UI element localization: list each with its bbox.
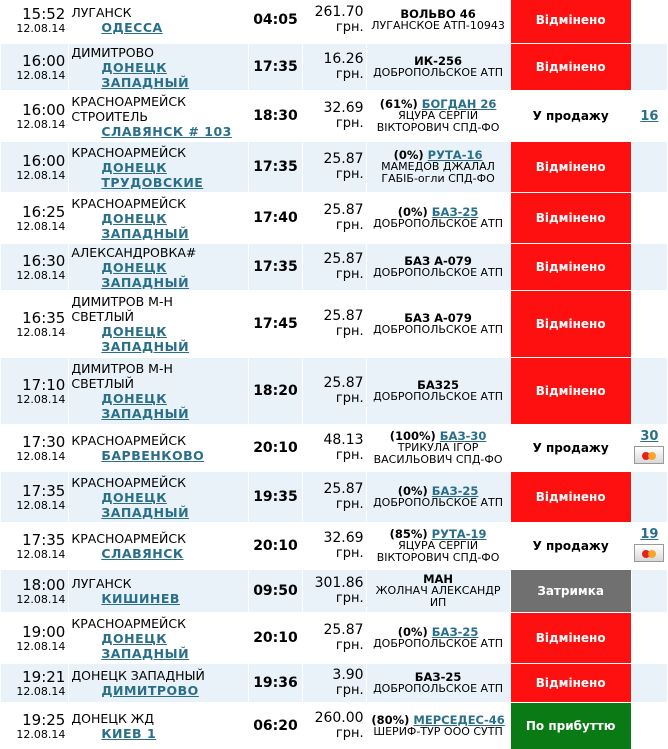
bus-model-link[interactable]: БАЗ-25 [431,625,479,639]
route-stops: КРАСНОАРМЕЙСК [71,615,186,631]
price-value: 16.26 [323,51,364,67]
bus-model-link[interactable]: РУТА-19 [431,527,487,541]
route-stops: ДИМИТРОВО [71,44,155,60]
status-badge: У продажу [511,425,631,471]
destination-link[interactable]: ОДЕССА [101,20,163,35]
price-value: 25.87 [323,251,364,267]
route-cell [69,613,247,663]
price-currency: грн. [335,448,364,463]
trip-row [1,570,667,612]
departure-date: 12.08.14 [16,117,66,131]
price-cell [303,91,365,141]
carrier-cell [367,193,510,243]
arrival-time: 17:35 [249,244,303,290]
arrival-time: 19:36 [249,664,303,702]
carrier-cell [367,703,510,749]
arrival-time: 20:10 [249,613,303,663]
carrier-name: ДОБРОПОЛЬСКОЕ АТП [373,682,504,695]
status-badge: Відмінено [511,244,631,290]
seats-cell [632,244,667,290]
departure-date: 12.08.14 [16,498,66,512]
status-badge: По прибуттю [511,703,631,749]
arrival-time: 18:30 [249,91,303,141]
destination-link[interactable]: БАРВЕНКОВО [101,448,205,463]
trip-row [1,244,667,290]
departure-cell [1,91,68,141]
status-badge: Відмінено [511,44,631,90]
departure-date: 12.08.14 [16,449,66,463]
route-stops: КРАСНОАРМЕЙСК [71,144,186,160]
destination-link[interactable]: ДОНЕЦК ЗАПАДНЫЙ [101,630,190,661]
price-currency: грн. [335,116,364,131]
departure-time: 19:00 [22,622,66,641]
route-stops: ДОНЕЦК ЖД [71,711,155,726]
departure-time: 18:00 [22,575,66,594]
trip-row [1,193,667,243]
departure-cell [1,570,68,612]
trip-row [1,425,667,471]
card-payment-icon[interactable] [634,446,664,464]
destination-link[interactable]: ДОНЕЦК ЗАПАДНЫЙ [101,259,190,290]
seats-cell [632,703,667,749]
status-badge: Відмінено [511,613,631,663]
route-stops: КРАСНОАРМЕЙСК [71,195,186,211]
route-cell [69,358,247,424]
route-stops: ДИМИТРОВ М-Н СВЕТЛЫЙ [71,294,173,324]
seats-cell [632,523,667,569]
price-currency: грн. [335,167,364,182]
carrier-name: ШЕРИФ-ТУР ООО СУТП [373,725,503,738]
arrival-time: 17:40 [249,193,303,243]
route-stops: КРАСНОАРМЕЙСК [71,474,186,490]
status-badge: Відмінено [511,193,631,243]
seats-cell [632,613,667,663]
bus-model: ИК-256 [414,54,462,68]
departure-cell [1,193,68,243]
arrival-time: 19:35 [249,472,303,522]
price-value: 301.86 [314,575,364,591]
trip-row [1,664,667,702]
route-cell [69,291,247,357]
destination-link[interactable]: ДОНЕЦК ЗАПАДНЫЙ [101,489,190,520]
departure-time: 16:25 [22,202,66,221]
price-currency: грн. [335,391,364,406]
trip-row [1,0,667,43]
arrival-time: 04:05 [249,0,303,43]
price-currency: грн. [335,20,364,35]
carrier-cell [367,613,510,663]
price-cell [303,244,365,290]
occupancy-percent: (80%) [371,713,410,727]
destination-link[interactable]: КИШИНЕВ [101,591,180,606]
occupancy-percent: (100%) [389,429,436,443]
trip-row [1,142,667,192]
route-cell [69,703,247,749]
departure-cell [1,291,68,357]
route-cell [69,425,247,471]
trip-row [1,291,667,357]
departure-date: 12.08.14 [16,547,66,561]
departure-cell [1,703,68,749]
bus-model-link[interactable]: БАЗ-30 [439,429,487,443]
seats-cell [632,358,667,424]
departure-date: 12.08.14 [16,219,66,233]
seats-cell [632,91,667,141]
carrier-cell [367,523,510,569]
destination-link[interactable]: КИЕВ 1 [101,726,157,741]
price-value: 48.13 [323,432,364,448]
arrival-time: 17:35 [249,142,303,192]
status-badge: У продажу [511,91,631,141]
price-value: 25.87 [323,151,364,167]
carrier-cell [367,358,510,424]
carrier-name: ДОБРОПОЛЬСКОЕ АТП [373,390,504,403]
price-cell [303,613,365,663]
destination-link[interactable]: ДОНЕЦК ЗАПАДНЫЙ [101,391,190,421]
trip-row [1,523,667,569]
price-currency: грн. [335,638,364,653]
status-badge: Затримка [511,570,631,612]
bus-model: ВОЛЬВО 46 [400,7,476,21]
seats-cell [632,291,667,357]
status-badge: Відмінено [511,0,631,43]
price-cell [303,291,365,357]
status-badge: Відмінено [511,142,631,192]
carrier-name: ЖОЛНАЧ АЛЕКСАНДР ИП [375,584,501,609]
carrier-cell [367,44,510,90]
carrier-name: ЛУГАНСКОЕ АТП-10943 [371,19,505,32]
bus-model: БАЗ-25 [414,670,462,684]
arrival-time: 20:10 [249,523,303,569]
bus-model-link[interactable]: РУТА-16 [427,148,483,162]
arrival-time: 17:45 [249,291,303,357]
occupancy-percent: (0%) [397,205,428,219]
occupancy-percent: (85%) [389,527,428,541]
carrier-cell [367,244,510,290]
departure-date: 12.08.14 [16,684,66,698]
destination-link[interactable]: ДОНЕЦК ЗАПАДНЫЙ [101,324,190,354]
carrier-name: ДОБРОПОЛЬСКОЕ АТП [373,323,504,336]
route-cell [69,193,247,243]
trip-row [1,91,667,141]
destination-link[interactable]: ДОНЕЦК ТРУДОВСКИЕ [101,159,204,190]
seats-cell [632,193,667,243]
route-stops: ЛУГАНСК [71,576,132,591]
arrival-time: 06:20 [249,703,303,749]
price-value: 25.87 [323,375,364,391]
occupancy-percent: (0%) [397,625,428,639]
price-cell [303,142,365,192]
price-currency: грн. [335,497,364,512]
carrier-name: ДОБРОПОЛЬСКОЕ АТП [373,266,504,279]
price-value: 3.90 [332,667,364,683]
bus-model: БАЗ25 [417,378,459,392]
carrier-cell [367,472,510,522]
free-seats-link[interactable]: 19 [640,526,659,542]
seats-cell [632,570,667,612]
bus-model-link[interactable]: МЕРСЕДЕС-46 [413,713,505,727]
status-badge: Відмінено [511,472,631,522]
price-currency: грн. [335,324,364,339]
price-value: 25.87 [323,622,364,638]
price-value: 25.87 [323,481,364,497]
departure-cell [1,613,68,663]
price-currency: грн. [335,267,364,282]
price-value: 32.69 [323,100,364,116]
price-currency: грн. [335,591,364,606]
seats-cell [632,425,667,471]
departure-cell [1,664,68,702]
route-cell [69,91,247,141]
price-cell [303,570,365,612]
price-cell [303,358,365,424]
bus-model: МАН [423,572,454,586]
departure-date: 12.08.14 [16,325,66,339]
price-cell [303,193,365,243]
route-cell [69,664,247,702]
price-cell [303,664,365,702]
carrier-cell [367,142,510,192]
departure-time: 16:00 [22,100,66,119]
occupancy-percent: (61%) [379,97,418,111]
departure-cell [1,358,68,424]
bus-model: БАЗ А-079 [404,311,472,325]
price-value: 260.00 [314,710,364,726]
status-badge: Відмінено [511,358,631,424]
price-currency: грн. [335,218,364,233]
route-stops: ДОНЕЦК ЗАПАДНЫЙ [71,668,205,683]
bus-model-link[interactable]: БАЗ-25 [431,484,479,498]
seats-cell [632,472,667,522]
departure-date: 12.08.14 [16,268,66,282]
carrier-cell [367,664,510,702]
departure-date: 12.08.14 [16,639,66,653]
arrival-time: 20:10 [249,425,303,471]
departure-date: 12.08.14 [16,727,66,741]
price-cell [303,44,365,90]
carrier-name: МАМЕДОВ ДЖАЛАЛ ГАБІБ-огли СПД-ФО [381,160,495,185]
carrier-cell [367,91,510,141]
departure-time: 16:30 [22,251,66,270]
price-value: 32.69 [323,530,364,546]
route-cell [69,142,247,192]
seats-cell [632,44,667,90]
destination-link[interactable]: ДОНЕЦК ЗАПАДНЫЙ [101,210,190,241]
price-value: 25.87 [323,308,364,324]
status-badge: У продажу [511,523,631,569]
price-currency: грн. [335,546,364,561]
arrival-time: 17:35 [249,44,303,90]
carrier-name: ТРИКУЛА ІГОР ВАСИЛЬОВИЧ СПД-ФО [373,441,503,466]
carrier-name: ЯЦУРА СЕРГІЙ ВІКТОРОВИЧ СПД-ФО [376,539,500,564]
route-cell [69,0,247,43]
departure-time: 19:21 [22,667,66,686]
route-stops: ДИМИТРОВ М-Н СВЕТЛЫЙ [71,361,173,391]
price-cell [303,523,365,569]
price-value: 25.87 [323,202,364,218]
price-currency: грн. [335,67,364,82]
free-seats-link[interactable]: 30 [640,428,659,444]
departure-time: 17:35 [22,481,66,500]
seats-cell [632,664,667,702]
departure-cell [1,44,68,90]
price-currency: грн. [335,726,364,741]
departure-date: 12.08.14 [16,68,66,82]
free-seats-link[interactable]: 16 [640,108,659,124]
route-cell [69,523,247,569]
departure-time: 17:10 [22,375,66,394]
departure-time: 16:00 [22,151,66,170]
departures-body [1,0,667,749]
departure-cell [1,244,68,290]
destination-link[interactable]: ДИМИТРОВО [101,683,199,698]
arrival-time: 09:50 [249,570,303,612]
departure-time: 17:30 [22,432,66,451]
departure-date: 12.08.14 [16,592,66,606]
route-stops: КРАСНОАРМЕЙСК [71,433,186,448]
route-cell [69,244,247,290]
route-cell [69,570,247,612]
departure-time: 16:00 [22,51,66,70]
trip-row [1,44,667,90]
departure-cell [1,472,68,522]
status-badge: Відмінено [511,664,631,702]
bus-model-link[interactable]: БОГДАН 26 [421,97,497,111]
price-cell [303,703,365,749]
trip-row [1,358,667,424]
arrival-time: 18:20 [249,358,303,424]
trip-row [1,472,667,522]
carrier-cell [367,291,510,357]
status-badge: Відмінено [511,291,631,357]
carrier-name: ЯЦУРА СЕРГІЙ ВІКТОРОВИЧ СПД-ФО [376,109,500,134]
route-stops: КРАСНОАРМЕЙСК [71,531,186,546]
seats-cell [632,0,667,43]
price-value: 261.70 [314,4,364,20]
bus-model-link[interactable]: БАЗ-25 [431,205,479,219]
departure-cell [1,425,68,471]
departure-date: 12.08.14 [16,21,66,35]
seats-cell [632,142,667,192]
departure-cell [1,0,68,43]
carrier-name: ДОБРОПОЛЬСКОЕ АТП [373,637,504,650]
carrier-cell [367,0,510,43]
departure-date: 12.08.14 [16,168,66,182]
departure-time: 15:52 [22,4,66,23]
bus-model: БАЗ А-079 [404,254,472,268]
route-stops: КРАСНОАРМЕЙСК СТРОИТЕЛЬ [71,93,186,124]
card-payment-icon[interactable] [634,544,664,562]
route-stops: ЛУГАНСК [71,5,132,20]
departure-time: 17:35 [22,530,66,549]
departure-time: 19:25 [22,710,66,729]
departure-time: 16:35 [22,308,66,327]
departure-date: 12.08.14 [16,392,66,406]
occupancy-percent: (0%) [397,484,428,498]
trip-row [1,613,667,663]
route-cell [69,472,247,522]
price-cell [303,472,365,522]
price-currency: грн. [335,683,364,698]
price-cell [303,0,365,43]
carrier-cell [367,570,510,612]
carrier-cell [367,425,510,471]
carrier-name: ДОБРОПОЛЬСКОЕ АТП [373,217,504,230]
destination-link[interactable]: ДОНЕЦК ЗАПАДНЫЙ [101,59,190,90]
destination-link[interactable]: СЛАВЯНСК # 103 [101,123,232,139]
carrier-name: ДОБРОПОЛЬСКОЕ АТП [373,66,504,79]
departure-cell [1,142,68,192]
departure-cell [1,523,68,569]
trip-row [1,703,667,749]
price-cell [303,425,365,471]
carrier-name: ДОБРОПОЛЬСКОЕ АТП [373,496,504,509]
occupancy-percent: (0%) [393,148,424,162]
route-cell [69,44,247,90]
route-stops: АЛЕКСАНДРОВКА# [71,244,197,260]
destination-link[interactable]: СЛАВЯНСК [101,546,184,561]
